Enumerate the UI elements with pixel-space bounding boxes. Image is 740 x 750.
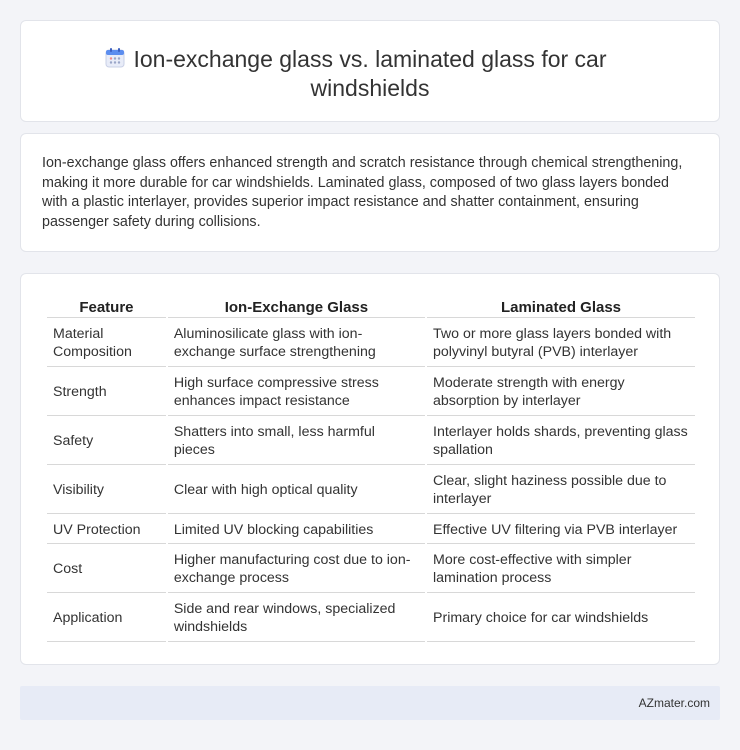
ion-exchange-cell: Shatters into small, less harmful pieces bbox=[168, 418, 425, 465]
feature-cell: Safety bbox=[47, 418, 166, 465]
column-header-laminated: Laminated Glass bbox=[427, 296, 695, 318]
table-row bbox=[47, 595, 695, 642]
laminated-cell: More cost-effective with simpler lamination process bbox=[427, 546, 695, 593]
laminated-cell: Primary choice for car windshields bbox=[427, 595, 695, 642]
column-header-feature: Feature bbox=[47, 296, 166, 318]
table-row bbox=[47, 467, 695, 514]
laminated-cell: Effective UV filtering via PVB interlayer bbox=[427, 516, 695, 544]
title-card bbox=[20, 20, 720, 122]
page-title-text: Ion-exchange glass vs. laminated glass for car windshields bbox=[133, 46, 607, 101]
table-row bbox=[47, 320, 695, 367]
summary-text: Ion-exchange glass offers enhanced strength and scratch resistance through chemical strengthening, making it more durable for car windshields. Laminated glass, composed of two glass layers bonded with a plastic interlayer, provides superior impact resistance and shatter containment, ensuring passenger safety during collisions. bbox=[42, 155, 683, 230]
ion-exchange-cell: Aluminosilicate glass with ion-exchange surface strengthening bbox=[168, 320, 425, 367]
page-title bbox=[21, 45, 719, 103]
table-row bbox=[47, 516, 695, 544]
comparison-card bbox=[20, 273, 720, 665]
footer-site-link[interactable]: AZmater.com bbox=[638, 696, 710, 710]
ion-exchange-cell: High surface compressive stress enhances impact resistance bbox=[168, 369, 425, 416]
ion-exchange-cell: Limited UV blocking capabilities bbox=[168, 516, 425, 544]
ion-exchange-cell: Clear with high optical quality bbox=[168, 467, 425, 514]
table-header-row bbox=[47, 296, 695, 318]
ion-exchange-cell: Side and rear windows, specialized windshields bbox=[168, 595, 425, 642]
footer-bar bbox=[20, 686, 720, 720]
column-header-ion-exchange: Ion-Exchange Glass bbox=[168, 296, 425, 318]
feature-cell: Material Composition bbox=[47, 320, 166, 367]
table-row bbox=[47, 369, 695, 416]
feature-cell: UV Protection bbox=[47, 516, 166, 544]
feature-cell: Application bbox=[47, 595, 166, 642]
comparison-table bbox=[45, 294, 697, 644]
table-row bbox=[47, 418, 695, 465]
feature-cell: Cost bbox=[47, 546, 166, 593]
laminated-cell: Moderate strength with energy absorption by interlayer bbox=[427, 369, 695, 416]
summary-card bbox=[20, 133, 720, 252]
feature-cell: Visibility bbox=[47, 467, 166, 514]
laminated-cell: Two or more glass layers bonded with polyvinyl butyral (PVB) interlayer bbox=[427, 320, 695, 367]
laminated-cell: Interlayer holds shards, preventing glass spallation bbox=[427, 418, 695, 465]
laminated-cell: Clear, slight haziness possible due to interlayer bbox=[427, 467, 695, 514]
ion-exchange-cell: Higher manufacturing cost due to ion-exchange process bbox=[168, 546, 425, 593]
feature-cell: Strength bbox=[47, 369, 166, 416]
table-row bbox=[47, 546, 695, 593]
